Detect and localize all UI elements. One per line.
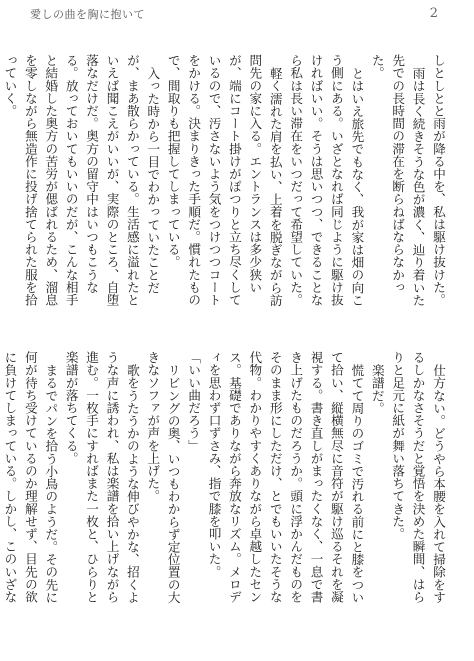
paragraph: 慌てて周りのゴミで汚れる前にと膝をついて拾い、縦横無尽に音符が駆け巡るそれを凝視する。書き直しがまったくなく、一息で書き上げたものだろうか。頭に浮かんだものをそのまま形にしただけ、とでもいいたそうな代物。わかりやすくありながら卓越したセンス。基礎でありながら奔放なリズム。メロディを思わず口ずさみ、指で膝を叩いた。 [206, 351, 365, 603]
paragraph: 入った時から一目でわかっていたことだが、まあ散らかっている。生活感に溢れたといえば聞こえがいいが、実際のところ、自堕落なだけだ。奥方の留守中はいつもこうなる。放っておいてもいいのだが、こんな相手と結婚した奥方の苦労が偲ばれるため、溜息を零しながら無造作に投げ捨てられた服を拾っていく。 [2, 54, 161, 306]
paragraph: しとしとと雨が降る中を、私は駆け抜けた。 [431, 54, 446, 306]
paragraph: 楽譜だ。 [369, 363, 385, 414]
text-block-upper [2, 54, 448, 312]
text-block-lower [2, 351, 448, 609]
paragraph: まるでパンを拾う小鳥のようだ。その先に何が待ち受けているのか理解せず、目先の欲に負けてしまっている。しかし、このいざな [2, 351, 59, 603]
page-number: 2 [429, 6, 438, 21]
paragraph: 仕方ない。どうやら本腰を入れて掃除をするしかなさそうだと覚悟を決めた瞬間、はらりと足元に紙が舞い落ちてきた。 [390, 351, 446, 603]
running-header-title: 愛しの曲を胸に抱いて [30, 8, 145, 21]
paragraph: 軽く濡れた肩を払い、上着を脱ぎながら訪問先の家に入る。エントランスは多少狭いが、端にコート掛けがぽつりと立ち尽くしているので、汚さないよう気をつけつつコートをかける。決まりきった手順だ。慣れたもので、間取りも把握してしまっている。 [165, 54, 283, 306]
dialogue-line: 「いい曲だろう」 [186, 351, 202, 452]
paragraph: とはいえ旅先でもなく、我が家は畑の向こう側にある。いざとなれば同じように駆け抜ければいい。そうは思いつつ、できることなら私は長い滞在をいつだって希望していた。 [288, 54, 365, 306]
paragraph: 雨は長く続きそうな色が濃く、辿り着いた先での長時間の滞在を断らねばならなかった。 [369, 54, 426, 306]
paragraph: リビングの奥、いつもわからず定位置の大きなソファが声を上げた。 [145, 351, 181, 603]
paragraph: 歌をうたうかのような伸びやかな、招くような声に誘われ、私は楽譜を拾い上げながら進む。一枚手にすればまた一枚と、ひらりと楽譜が落ちてくる。 [63, 351, 140, 603]
